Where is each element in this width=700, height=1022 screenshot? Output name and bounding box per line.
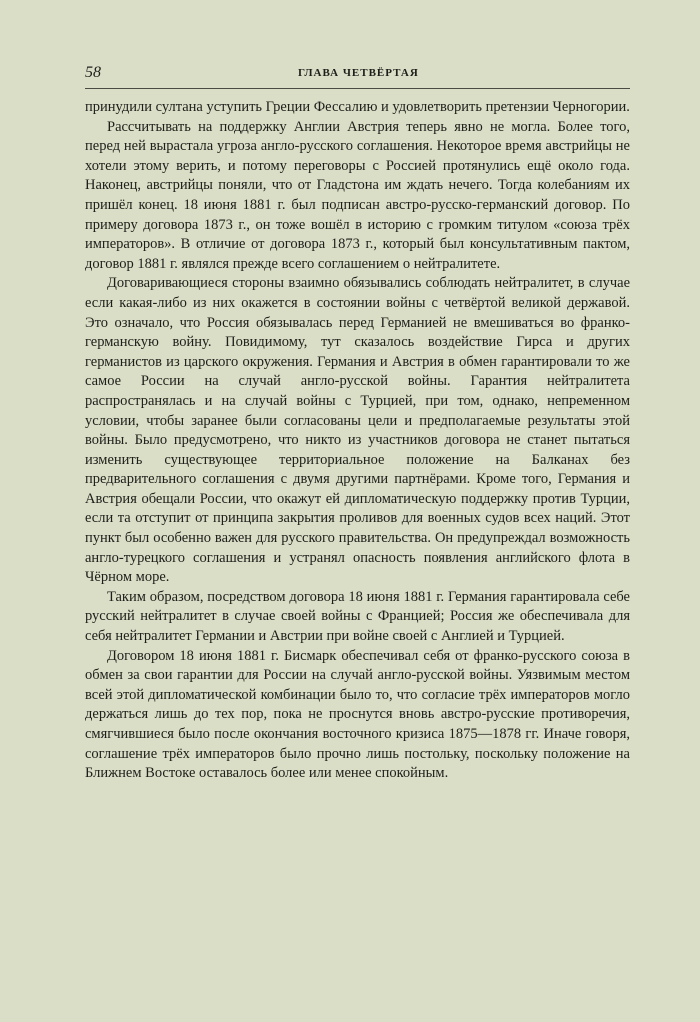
body-text — [85, 98, 630, 784]
page-number: 58 — [85, 64, 101, 81]
paragraph: Рассчитывать на поддержку Англии Австрия теперь явно не могла. Более того, перед ней вырастала угроза англо-русского соглашения. Некоторое время австрийцы не хотели этому верить, и потому переговоры с Россией протянулись ещё около года. Наконец, австрийцы поняли, что от Гладстона им ждать нечего. Тогда колебаниям их пришёл конец. 18 июня 1881 г. был подписан австро-русско-германский договор. По примеру договора 1873 г., он тоже вошёл в историю с громким титулом «союза трёх императоров». В отличие от договора 1873 г., который был консультативным пактом, договор 1881 г. являлся прежде всего соглашением о нейтралитете. — [85, 118, 630, 272]
paragraph-continuation: принудили султана уступить Греции Фессалию и удовлетворить претензии Черногории. — [85, 99, 630, 115]
paragraph: Договаривающиеся стороны взаимно обязывались соблюдать нейтралитет, в случае если какая-либо из них окажется в состоянии войны с четвёртой великой державой. Это означало, что Россия обязывалась перед Германией не вмешиваться во франко-германскую войну. Повидимому, тут сказалось воздействие Гирса и других германистов из царского окружения. Германия и Австрия в обмен гарантировали то же самое России на случай англо-русской войны. Гарантия нейтралитета распространялась и на случай войны с Турцией, при том, однако, непременном условии, чтобы заранее были согласованы цели и предполагаемые результаты этой войны. Было предусмотрено, что никто из участников договора не станет пытаться изменить существующее территориальное положение на Балканах без предварительного соглашения с двумя другими партнёрами. Кроме того, Германия и Австрия обещали России, что окажут ей дипломатическую поддержку против Турции, если та отступит от принципа закрытия проливов для военных судов всех наций. Этот пункт был особенно важен для русского правительства. Он предупреждал возможность англо-турецкого соглашения и устранял опасность появления английского флота в Чёрном море. — [85, 275, 630, 586]
page-header — [85, 64, 630, 86]
paragraph: Таким образом, посредством договора 18 июня 1881 г. Германия гарантировала себе русский нейтралитет в случае своей войны с Францией; Россия же обеспечивала для себя нейтралитет Германии и Австрии при войне своей с Англией и Турцией. — [85, 588, 630, 645]
header-rule — [85, 88, 630, 89]
running-title: ГЛАВА ЧЕТВЁРТАЯ — [298, 67, 419, 79]
paragraph: Договором 18 июня 1881 г. Бисмарк обеспечивал себя от франко-русского союза в обмен за свои гарантии для России на случай англо-русской войны. Уязвимым местом всей этой дипломатической комбинации было то, что согласие трёх императоров могло держаться лишь до тех пор, пока не проснутся вновь австро-русские противоречия, смягчившиеся было после окончания восточного кризиса 1875—1878 гг. Иначе говоря, соглашение трёх императоров было прочно лишь постольку, поскольку положение на Ближнем Востоке оставалось более или менее спокойным. — [85, 647, 630, 782]
